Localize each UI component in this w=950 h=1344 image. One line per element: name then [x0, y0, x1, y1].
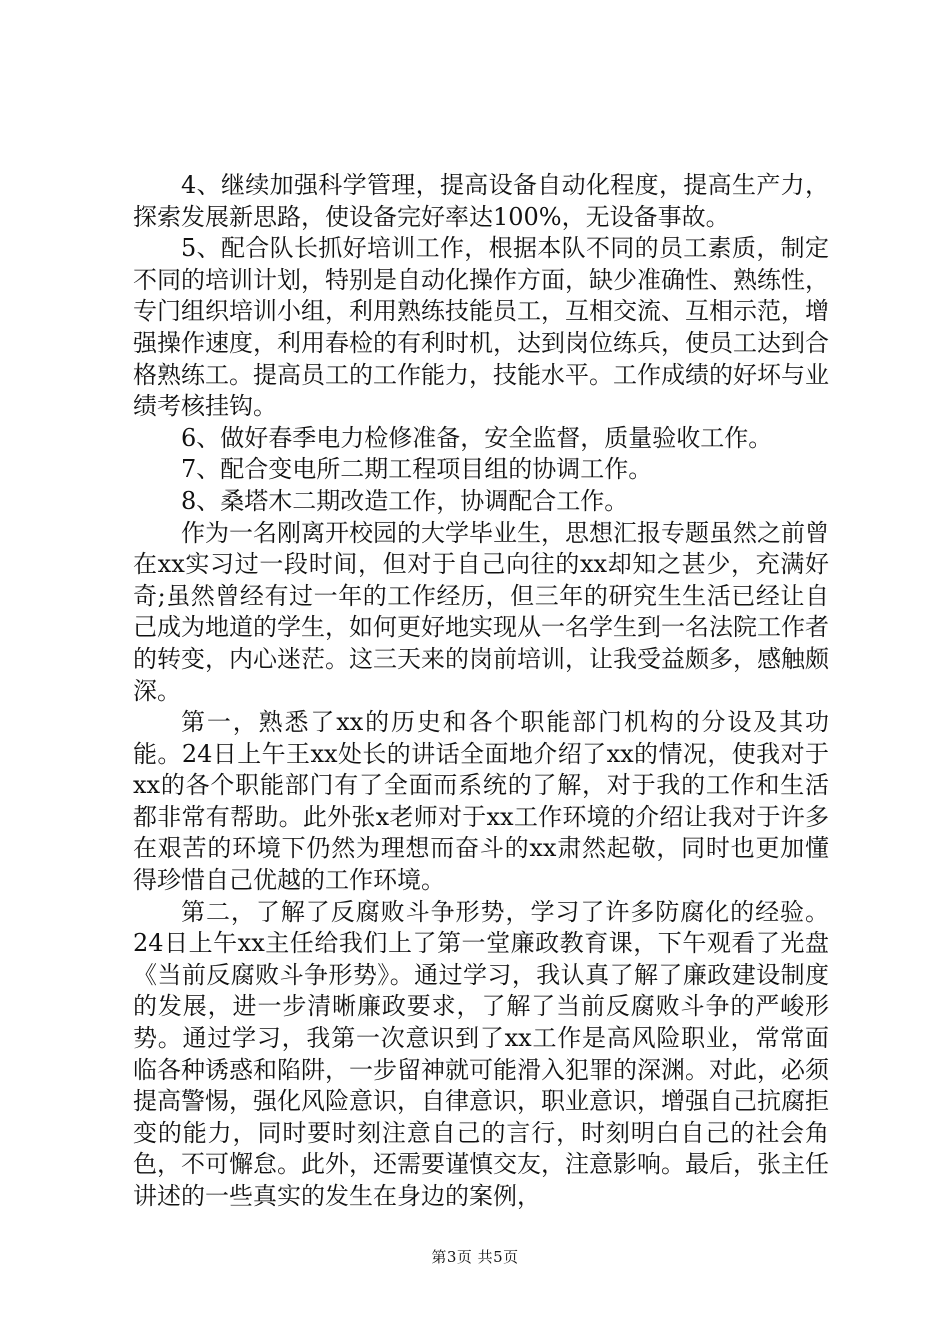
paragraph-second-point: 第二，了解了反腐败斗争形势，学习了许多防腐化的经验。24日上午xx主任给我们上了第一堂廉政教育课，下午观看了光盘《当前反腐败斗争形势》。通过学习，我认真了解了廉政建设制度的发展，进一步清晰廉政要求，了解了当前反腐败斗争的严峻形势。通过学习，我第一次意识到了xx工作是高风险职业，常常面临各种诱惑和陷阱，一步留神就可能滑入犯罪的深渊。对此，必须提高警惕，强化风险意识，自律意识，职业意识，增强自己抗腐拒变的能力，同时要时刻注意自己的言行，时刻明白自己的社会角色，不可懈怠。此外，还需要谨慎交友，注意影响。最后，张主任讲述的一些真实的发生在身边的案例， — [133, 897, 829, 1210]
paragraph-item-7: 7、配合变电所二期工程项目组的协调工作。 — [181, 455, 653, 484]
paragraph-introduction: 作为一名刚离开校园的大学毕业生，思想汇报专题虽然之前曾在xx实习过一段时间，但对于自己向往的xx却知之甚少，充满好奇;虽然曾经有过一年的工作经历，但三年的研究生生活已经让自己成为地道的学生，如何更好地实现从一名学生到一名法院工作者的转变，内心迷茫。这三天来的岗前培训，让我受益颇多，感触颇深。 — [133, 518, 829, 705]
document-body — [133, 170, 829, 1213]
page-footer: 第3页 共5页 — [431, 1248, 519, 1266]
paragraph-item-4: 4、继续加强科学管理，提高设备自动化程度，提高生产力，探索发展新思路，使设备完好率达100%，无设备事故。 — [133, 171, 829, 231]
paragraph-first-point: 第一，熟悉了xx的历史和各个职能部门机构的分设及其功能。24日上午王xx处长的讲话全面地介绍了xx的情况，使我对于xx的各个职能部门有了全面而系统的了解，对于我的工作和生活都非常有帮助。此外张x老师对于xx工作环境的介绍让我对于许多在艰苦的环境下仍然为理想而奋斗的xx肃然起敬，同时也更加懂得珍惜自己优越的工作环境。 — [133, 708, 829, 895]
paragraph-item-8: 8、桑塔木二期改造工作，协调配合工作。 — [181, 486, 629, 515]
paragraph-item-5: 5、配合队长抓好培训工作，根据本队不同的员工素质，制定不同的培训计划，特别是自动化操作方面，缺少准确性、熟练性，专门组织培训小组，利用熟练技能员工，互相交流、互相示范，增强操作速度，利用春检的有利时机，达到岗位练兵，使员工达到合格熟练工。提高员工的工作能力，技能水平。工作成绩的好坏与业绩考核挂钩。 — [133, 234, 829, 421]
paragraph-item-6: 6、做好春季电力检修准备，安全监督，质量验收工作。 — [181, 423, 773, 452]
